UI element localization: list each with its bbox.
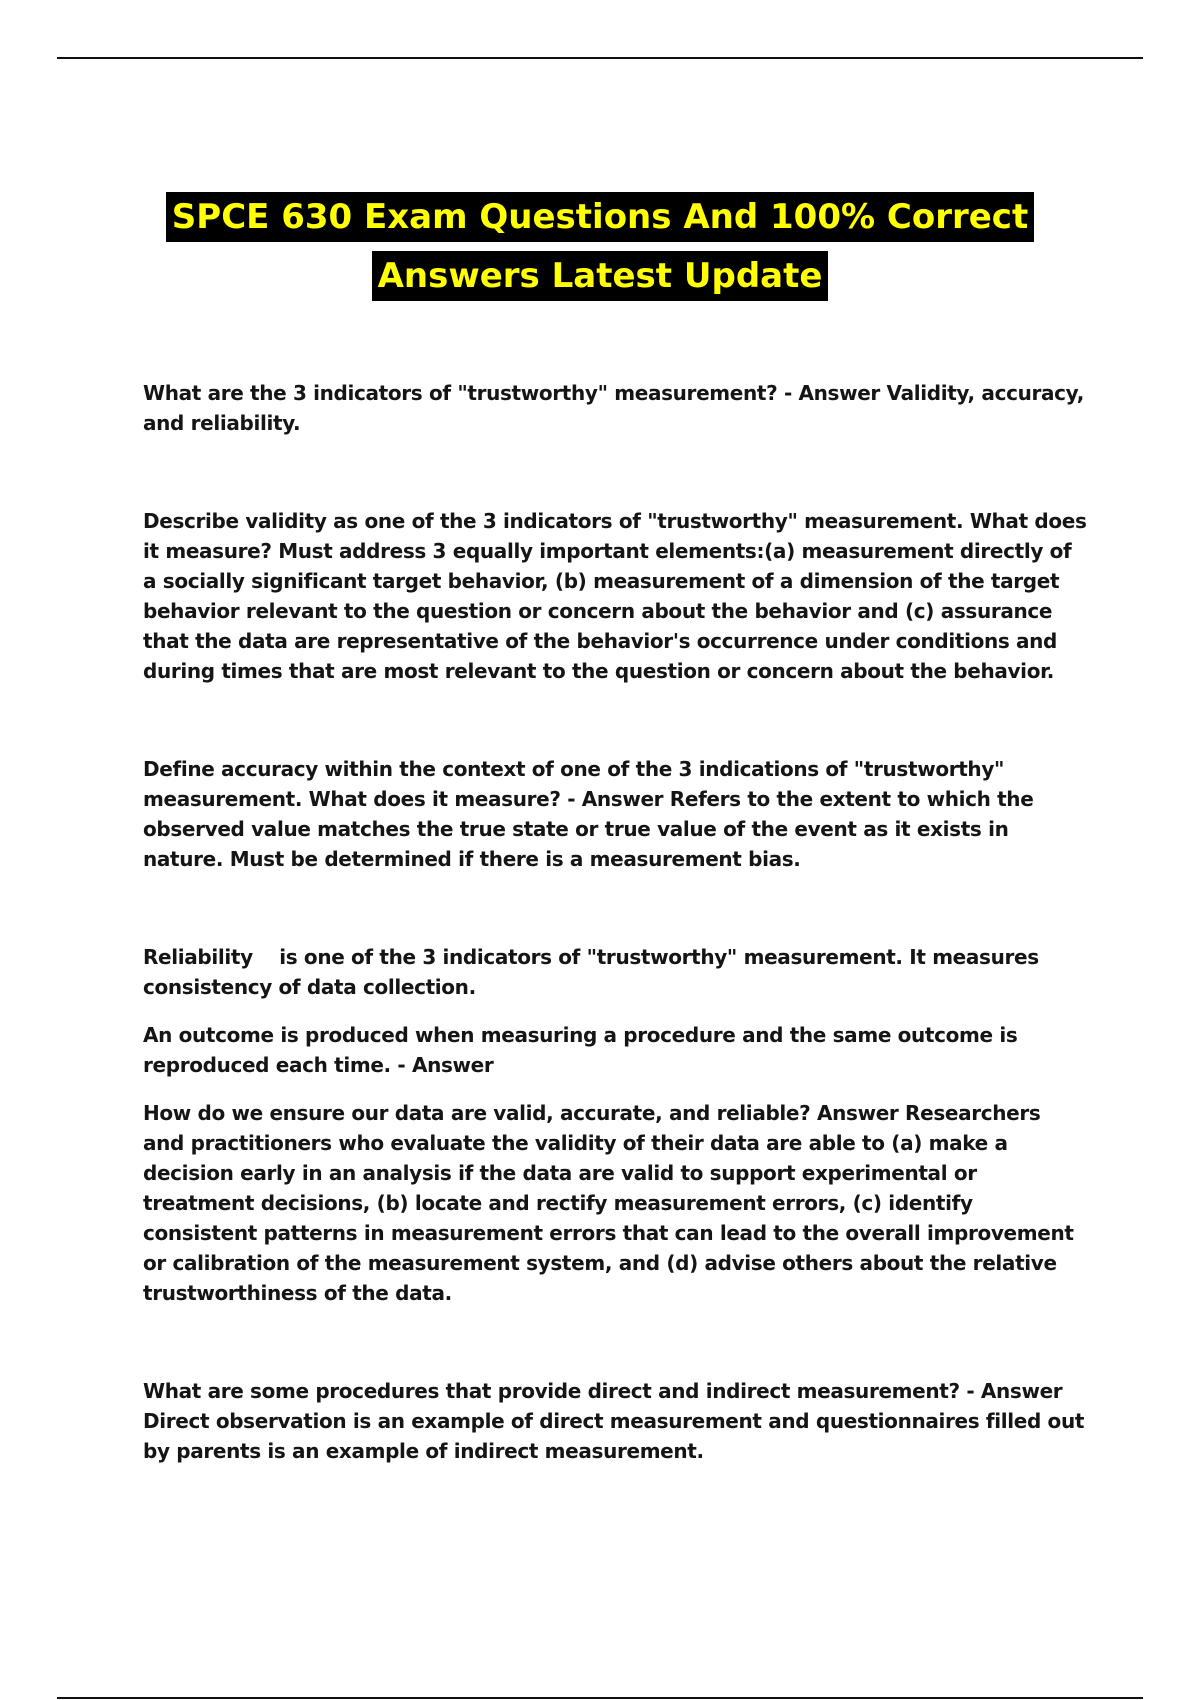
top-rule <box>57 57 1143 59</box>
qa-entry-trustworthy-indicators: What are the 3 indicators of "trustworthy" measurement? - Answer Validity, accuracy, and reliability. <box>143 381 1091 435</box>
qa-entry-ensure-data: How do we ensure our data are valid, accurate, and reliable? Answer Researchers and practitioners who evaluate the validity of their data are able to (a) make a decision early in an analysis if the data are valid to support experimental or treatment decisions, (b) locate and rectify measurement errors, (c) identify consistent patterns in measurement errors that can lead to the overall improvement or calibration of the measurement system, and (d) advise others about the relative trustworthiness of the data. <box>143 1101 1081 1305</box>
title-line-2: Answers Latest Update <box>372 251 829 301</box>
document-body <box>143 378 1094 1466</box>
qa-entry-outcome: An outcome is produced when measuring a procedure and the same outcome is reproduced each time. - Answer <box>143 1023 1025 1077</box>
bottom-rule <box>57 1697 1143 1699</box>
qa-entry-accuracy: Define accuracy within the context of one of the 3 indications of "trustworthy" measurement. What does it measure? - Answer Refers to the extent to which the observed value matches the true state or true value of the event as it exists in nature. Must be determined if there is a measurement bias. <box>143 757 1041 871</box>
qa-entry-reliability: Reliability is one of the 3 indicators of "trustworthy" measurement. It measures consistency of data collection. <box>143 945 1046 999</box>
qa-entry-validity: Describe validity as one of the 3 indicators of "trustworthy" measurement. What does it measure? Must address 3 equally important elements:(a) measurement directly of a socially significant target behavior, (b) measurement of a dimension of the target behavior relevant to the question or concern about the behavior and (c) assurance that the data are representative of the behavior's occurrence under conditions and during times that are most relevant to the question or concern about the behavior. <box>143 509 1094 683</box>
document-title <box>0 192 1200 310</box>
title-line-1: SPCE 630 Exam Questions And 100% Correct <box>166 192 1034 242</box>
qa-entry-direct-indirect: What are some procedures that provide direct and indirect measurement? - Answer Direct observation is an example of direct measurement and questionnaires filled out by parents is an example of indirect measurement. <box>143 1379 1091 1463</box>
